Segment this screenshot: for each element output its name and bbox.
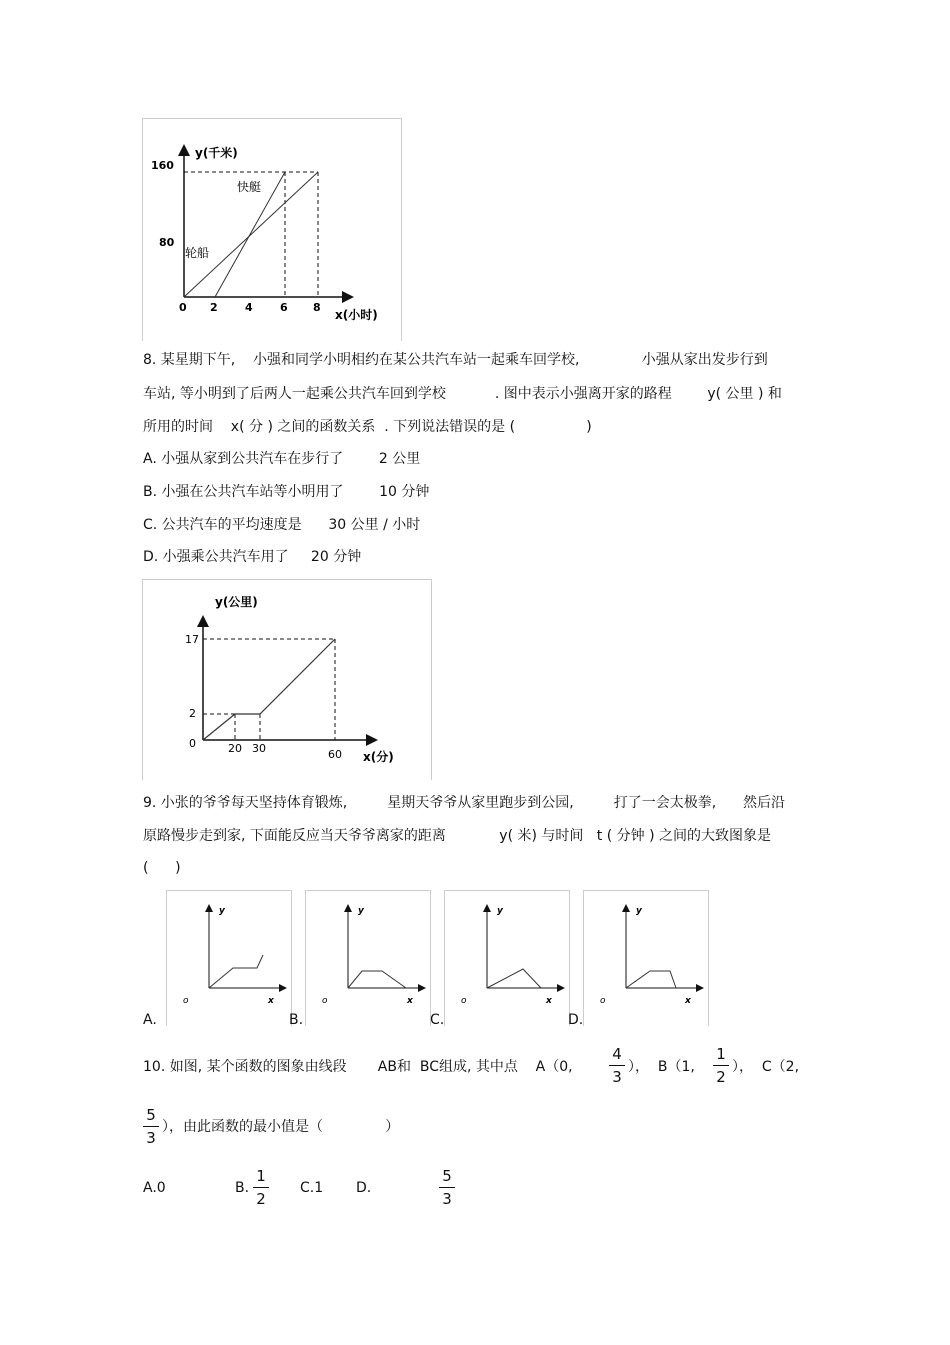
q10-text-part1: 10. 如图, 某个函数的图象由线段 AB和 BC组成, 其中点 A（0, <box>143 1059 573 1075</box>
q10-option-c: C.1 <box>300 1180 324 1196</box>
x-tick-30: 30 <box>252 742 266 755</box>
q8-option-d: D. 小强乘公共汽车用了 20 分钟 <box>143 549 362 565</box>
y-label: y <box>358 906 364 916</box>
q9-option-a: A. <box>143 1012 157 1028</box>
q8-line-1: 8. 某星期下午, 小强和同学小明相约在某公共汽车站一起乘车回学校, 小强从家出发步行到 <box>143 352 768 368</box>
y-label: y <box>497 906 503 916</box>
q9-graph-b <box>305 890 431 1026</box>
q10-text-part3: ）， C（2, <box>732 1059 800 1075</box>
q10-fraction-a: 4 3 <box>606 1044 628 1087</box>
q10-option-d: D. <box>356 1180 372 1196</box>
q10-option-b: B. <box>235 1180 250 1196</box>
x-tick-20: 20 <box>228 742 242 755</box>
x-tick-8: 8 <box>313 301 321 314</box>
q8-option-c: C. 公共汽车的平均速度是 30 公里 / 小时 <box>143 517 421 533</box>
distance-line <box>203 639 335 740</box>
q8-option-a: A. 小强从家到公共汽车在步行了 2 公里 <box>143 451 421 467</box>
q9-line-3: ( ) <box>143 860 181 876</box>
q9-graph-a <box>166 890 292 1026</box>
q9-option-d: D. <box>568 1012 584 1028</box>
y-axis-label: y(千米) <box>195 146 238 160</box>
x-tick-0: 0 <box>179 301 187 314</box>
origin-label: o <box>461 996 467 1006</box>
x-tick-6: 6 <box>280 301 288 314</box>
origin-label: o <box>183 996 189 1006</box>
y-tick-2: 2 <box>189 707 196 720</box>
q10-option-d-fraction: 5 3 <box>436 1166 458 1209</box>
x-label: x <box>268 996 274 1006</box>
x-axis-label: x(小时) <box>335 308 378 322</box>
q10-text-part4: ），由此函数的最小值是（ ） <box>162 1119 400 1135</box>
q10-fraction-c: 5 3 <box>140 1105 162 1148</box>
q10-option-a: A.0 <box>143 1180 166 1196</box>
graph-c-line <box>487 969 541 988</box>
q10-fraction-b: 1 2 <box>710 1044 732 1087</box>
y-label: y <box>636 906 642 916</box>
x-tick-60: 60 <box>328 748 342 761</box>
y-axis-label: y(公里) <box>215 595 258 609</box>
origin-label: o <box>322 996 328 1006</box>
q9-graph-c <box>444 890 570 1026</box>
x-axis-label: x(分) <box>363 750 394 764</box>
q9-line-1: 9. 小张的爷爷每天坚持体育锻炼, 星期天爷爷从家里跑步到公园, 打了一会太极拳, 然后沿 <box>143 795 785 811</box>
q8-line-3: 所用的时间 x( 分 ) 之间的函数关系 . 下列说法错误的是 ( ) <box>143 419 592 435</box>
y-tick-160: 160 <box>151 159 174 172</box>
x-label: x <box>685 996 691 1006</box>
graph-a-line <box>209 955 263 988</box>
y-tick-80: 80 <box>159 236 175 249</box>
x-tick-4: 4 <box>245 301 253 314</box>
x-label: x <box>407 996 413 1006</box>
ship-label: 轮船 <box>185 246 210 260</box>
y-tick-17: 17 <box>185 633 199 646</box>
figure-bus-graph <box>142 579 432 780</box>
y-label: y <box>219 906 225 916</box>
q9-line-2: 原路慢步走到家, 下面能反应当天爷爷离家的距离 y( 米) 与时间 t ( 分钟 ) 之间的大致图象是 <box>143 828 771 844</box>
x-label: x <box>546 996 552 1006</box>
q8-line-2: 车站, 等小明到了后两人一起乘公共汽车回到学校 . 图中表示小强离开家的路程 y( 公里 ) 和 <box>143 386 782 402</box>
x-tick-2: 2 <box>210 301 218 314</box>
speedboat-label: 快艇 <box>237 180 262 194</box>
q9-option-c: C. <box>430 1012 445 1028</box>
q9-graph-d <box>583 890 709 1026</box>
q8-option-b: B. 小强在公共汽车站等小明用了 10 分钟 <box>143 484 430 500</box>
y-tick-0: 0 <box>189 737 196 750</box>
q10-option-b-fraction: 1 2 <box>250 1166 272 1209</box>
q9-option-b: B. <box>289 1012 304 1028</box>
q10-text-part2: ）， B（1, <box>628 1059 695 1075</box>
figure-boat-graph <box>142 118 402 341</box>
graph-b-line <box>348 971 406 988</box>
graph-d-line <box>626 971 676 988</box>
origin-label: o <box>600 996 606 1006</box>
